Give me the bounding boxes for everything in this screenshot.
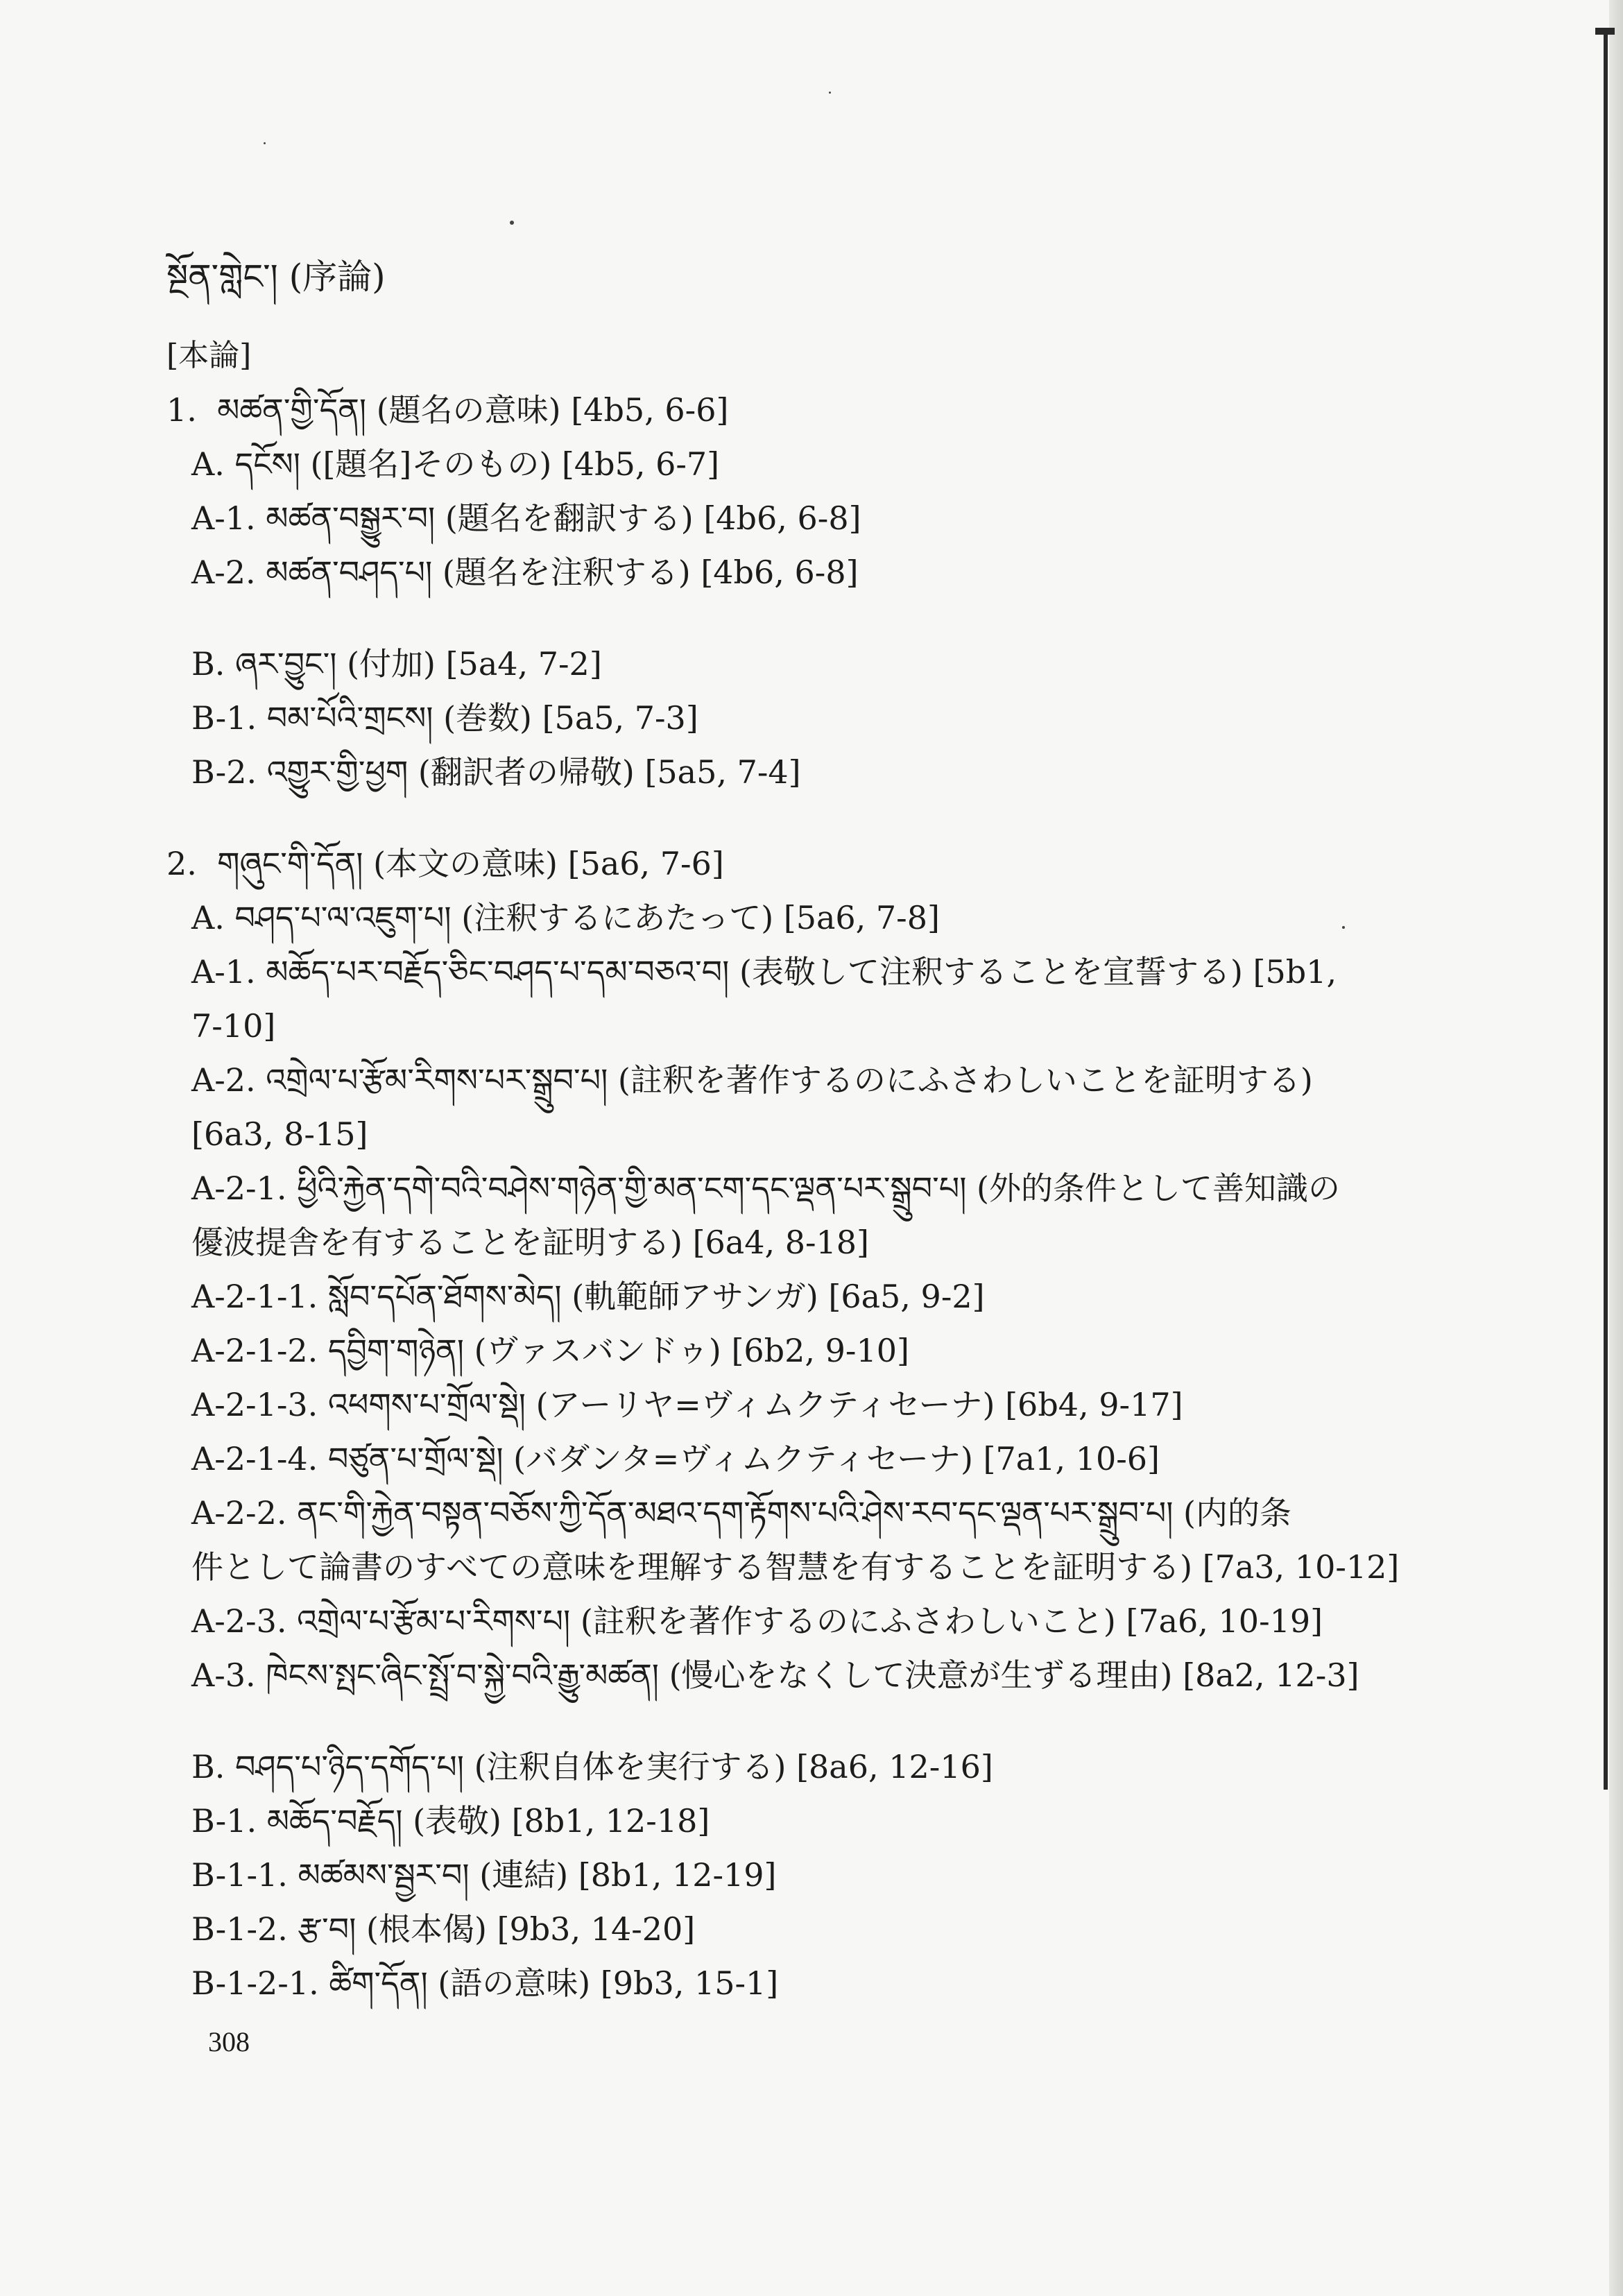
outline-entry: A-2. མཚན་བཤད་པ། (題名を注釈する) [4b6, 6-8] xyxy=(191,554,859,591)
outline-entry: A-2-1. ཕྱིའི་རྐྱེན་དགེ་བའི་བཤེས་གཉེན་གྱི་མན་ངག་དང་ལྡན་པར་སྒྲུབ་པ། (外的条件として善知識の xyxy=(191,1170,1341,1207)
section-2 xyxy=(166,837,1429,1702)
outline-entry: 1. མཚན་གྱི་དོན། (題名の意味) [4b5, 6-6] xyxy=(166,391,729,429)
outline-entry: A-1. མཚན་བསྒྱུར་བ། (題名を翻訳する) [4b6, 6-8] xyxy=(191,499,861,537)
outline-entry: A-2-1-3. འཕགས་པ་གྲོལ་སྡེ། (アーリヤ=ヴィムクティセーナ) [6b4, 9-17] xyxy=(191,1386,1183,1423)
outline-entry: A-2-1-2. དབྱིག་གཉེན། (ヴァスバンドゥ) [6b2, 9-10] xyxy=(191,1332,909,1369)
section-2b xyxy=(166,1740,1429,2010)
page-edge-shadow xyxy=(1609,0,1623,2296)
outline-entry: A-2-3. འགྲེལ་པ་རྩོམ་པ་རིགས་པ། (註釈を著作するのにふさわしいこと) [7a6, 10-19] xyxy=(191,1602,1323,1640)
outline-entry: B-1-1. མཚམས་སྦྱར་བ། (連結) [8b1, 12-19] xyxy=(191,1856,777,1894)
outline-continuation: 7-10] xyxy=(191,1007,276,1045)
page-edge-line xyxy=(1604,28,1608,1790)
outline-entry: B-1. མཆོད་བརྗོད། (表敬) [8b1, 12-18] xyxy=(191,1802,710,1840)
outline-entry: B-1-2-1. ཚིག་དོན། (語の意味) [9b3, 15-1] xyxy=(191,1964,779,2002)
outline-entry: A-2. འགྲེལ་པ་རྩོམ་རིགས་པར་སྒྲུབ་པ། (註釈を著作するのにふさわしいことを証明する) xyxy=(191,1061,1313,1099)
outline-entry: A. བཤད་པ་ལ་འཇུག་པ། (注釈するにあたって) [5a6, 7-8] xyxy=(191,899,940,936)
outline-entry: A-2-1-1. སློབ་དཔོན་ཐོགས་མེད། (軌範師アサンガ) [6a5, 9-2] xyxy=(191,1278,985,1315)
outline-content xyxy=(166,250,1429,2010)
outline-entry: 2. གཞུང་གི་དོན། (本文の意味) [5a6, 7-6] xyxy=(166,845,724,882)
scan-speck xyxy=(264,142,266,144)
section-gap xyxy=(166,599,1429,637)
outline-entry: A-3. ཁེངས་སྤང་ཞིང་སྤྲོ་བ་སྐྱེ་བའི་རྒྱུ་མཚན། (慢心をなくして決意が生ずる理由) [8a2, 12-3] xyxy=(191,1656,1359,1694)
outline-entry: A-2-2. ནང་གི་རྐྱེན་བསྟན་བཅོས་ཀྱི་དོན་མཐའ་དག་རྟོགས་པའི་ཤེས་རབ་དང་ལྡན་པར་སྒྲུབ་པ། (内的条 xyxy=(191,1494,1291,1532)
outline-continuation: [6a3, 8-15] xyxy=(191,1115,368,1153)
preface-heading: སྔོན་གླེང་། (序論) xyxy=(166,257,386,297)
scan-speck xyxy=(510,221,514,225)
outline-entry: A. དངོས། ([題名]そのもの) [4b5, 6-7] xyxy=(191,445,720,483)
section-1b xyxy=(166,637,1429,799)
outline-entry: B-1-2. རྩ་བ། (根本偈) [9b3, 14-20] xyxy=(191,1910,696,1948)
outline-entry: A-1. མཆོད་པར་བརྗོད་ཅིང་བཤད་པ་དམ་བཅའ་བ། (表敬して注釈することを宣誓する) [5b1, xyxy=(191,953,1337,991)
section-gap xyxy=(166,1702,1429,1740)
page-number: 308 xyxy=(208,2026,250,2057)
outline-entry: B-2. འགྱུར་གྱི་ཕྱག (翻訳者の帰敬) [5a5, 7-4] xyxy=(191,753,801,791)
outline-continuation: 優波提舎を有することを証明する) [6a4, 8-18] xyxy=(191,1224,870,1261)
outline-entry: A-2-1-4. བཙུན་པ་གྲོལ་སྡེ། (バダンタ=ヴィムクティセーナ) [7a1, 10-6] xyxy=(191,1440,1160,1477)
section-gap xyxy=(166,799,1429,837)
section-1 xyxy=(166,383,1429,599)
outline-entry: B. བཤད་པ་ཉིད་དགོད་པ། (注釈自体を実行する) [8a6, 12-16] xyxy=(191,1748,993,1785)
outline-entry: B-1. བམ་པོའི་གྲངས། (巻数) [5a5, 7-3] xyxy=(191,699,698,737)
scan-speck xyxy=(829,92,831,94)
outline-continuation: 件として論書のすべての意味を理解する智慧を有することを証明する) [7a3, 10-12] xyxy=(191,1548,1400,1586)
main-heading: [本論] xyxy=(166,338,252,373)
outline-entry: B. ཞར་བྱུང་། (付加) [5a4, 7-2] xyxy=(191,645,602,683)
